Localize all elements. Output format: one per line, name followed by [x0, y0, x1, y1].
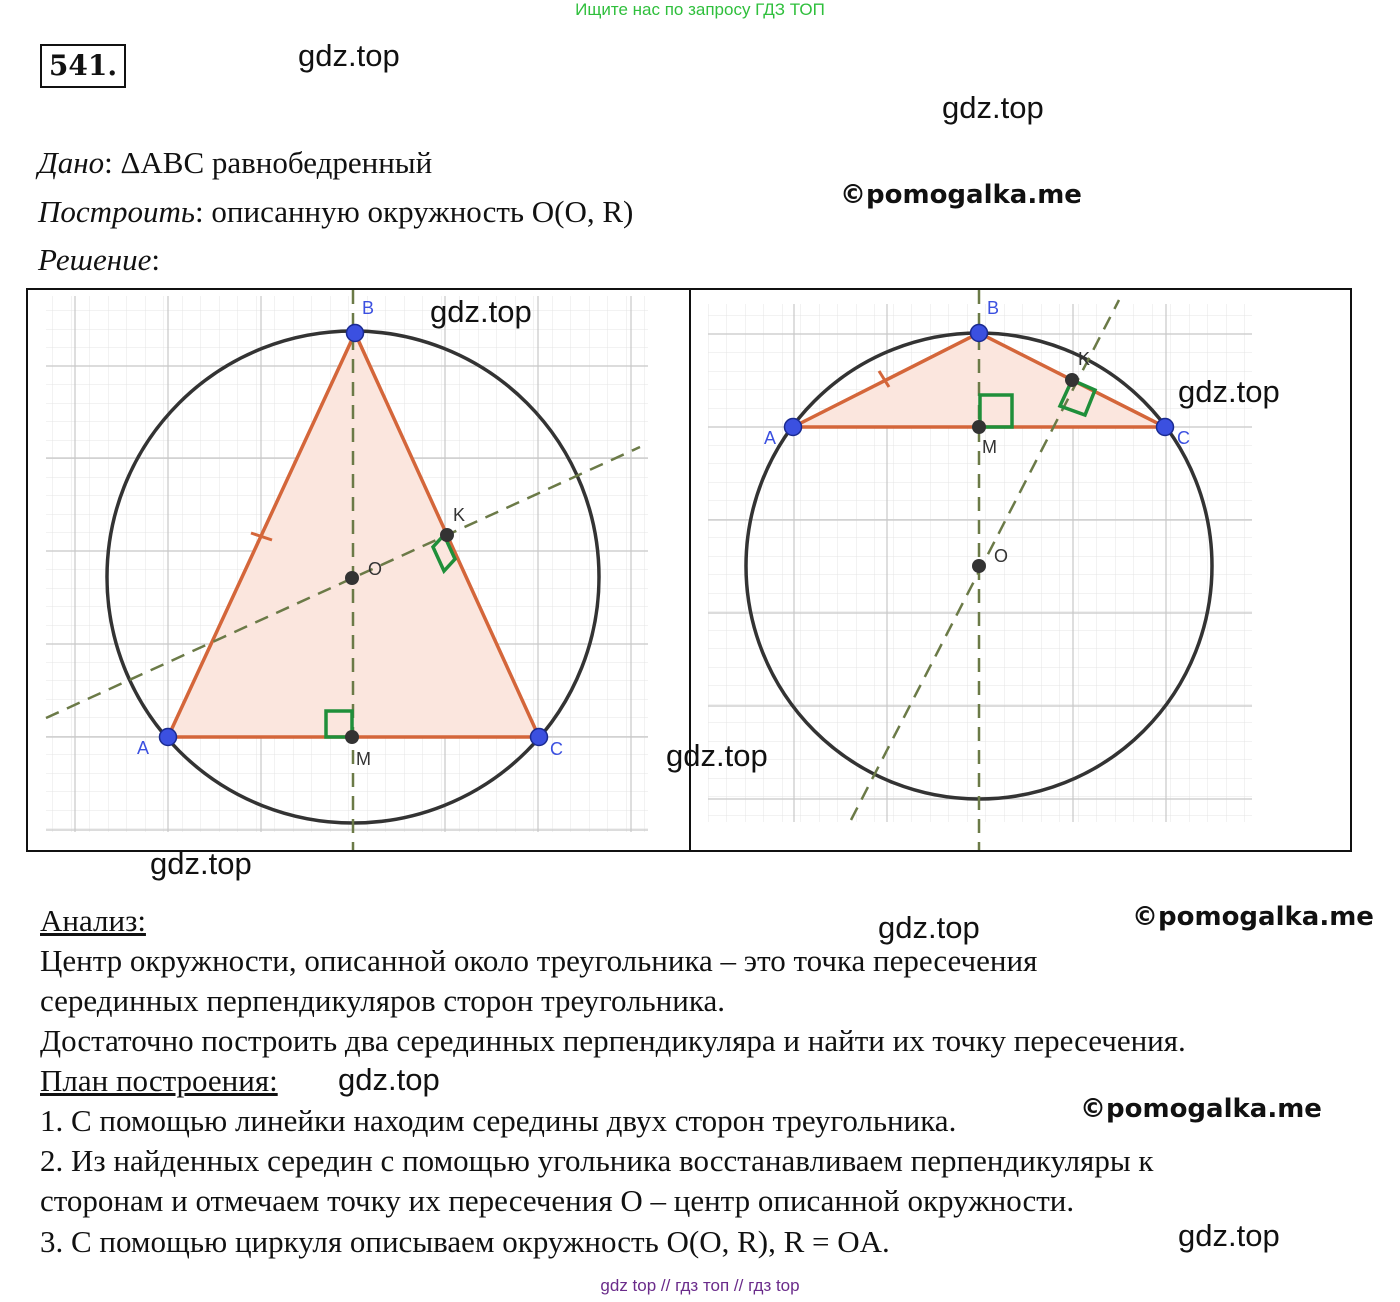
label-a: A — [137, 738, 150, 758]
watermark-gdz: gdz.top — [942, 90, 1044, 125]
plan-title: План построения: — [40, 1063, 278, 1098]
solution-line — [38, 242, 160, 278]
solution-colon: : — [151, 242, 160, 277]
label-c: C — [550, 739, 563, 759]
top-banner[interactable]: Ищите нас по запросу ГДЗ ТОП — [575, 0, 825, 19]
label-m: M — [982, 437, 997, 457]
point-o — [345, 571, 359, 585]
watermark-pomogalka: ©pomogalka.me — [1132, 902, 1374, 932]
point-m — [345, 730, 359, 744]
label-k: K — [453, 505, 466, 525]
label-b: B — [362, 298, 375, 318]
point-c — [1157, 419, 1174, 436]
label-o: O — [368, 559, 383, 579]
watermark-gdz: gdz.top — [338, 1062, 440, 1097]
watermark-pomogalka: ©pomogalka.me — [840, 180, 1082, 210]
point-k — [440, 528, 454, 542]
given-label: Дано — [38, 145, 105, 180]
bottom-banner[interactable]: gdz top // гдз топ // гдз top — [600, 1276, 800, 1295]
watermark-gdz: gdz.top — [878, 910, 980, 945]
watermark-gdz: gdz.top — [150, 846, 252, 881]
point-a — [785, 419, 802, 436]
label-m: M — [356, 749, 371, 769]
analysis-line: серединных перпендикуляров сторон треугольника. — [40, 983, 725, 1018]
solution-label: Решение — [38, 242, 152, 277]
label-o: O — [994, 546, 1009, 566]
plan-line: 1. С помощью линейки находим середины двух сторон треугольника. — [40, 1103, 957, 1138]
watermark-gdz: gdz.top — [666, 738, 768, 773]
plan-line: сторонам и отмечаем точку их пересечения O – центр описанной окружности. — [40, 1183, 1075, 1218]
construct-text: : описанную окружность O(O, R) — [195, 194, 634, 229]
watermark-gdz: gdz.top — [298, 38, 400, 73]
plan-line: 3. С помощью циркуля описываем окружность O(O, R), R = OA. — [40, 1224, 890, 1259]
analysis-title: Анализ: — [40, 903, 146, 938]
given-line — [38, 145, 432, 181]
point-b — [971, 325, 988, 342]
construct-line — [38, 194, 633, 230]
point-b — [347, 325, 364, 342]
watermark-gdz: gdz.top — [1178, 1218, 1280, 1253]
label-c: C — [1177, 428, 1190, 448]
figure-tall-triangle — [28, 290, 689, 850]
analysis-line: Достаточно построить два серединных перпендикуляра и найти их точку пересечения. — [40, 1023, 1186, 1058]
construct-label: Построить — [38, 194, 196, 229]
point-c — [531, 729, 548, 746]
label-a: A — [764, 428, 777, 448]
given-text: : ΔABC равнобедренный — [104, 145, 433, 180]
point-k — [1065, 373, 1079, 387]
analysis-line: Центр окружности, описанной около треугольника – это точка пересечения — [40, 943, 1038, 978]
plan-line: 2. Из найденных середин с помощью угольника восстанавливаем перпендикуляры к — [40, 1143, 1154, 1178]
point-m — [972, 420, 986, 434]
point-a — [160, 729, 177, 746]
label-k: K — [1078, 349, 1091, 369]
task-number: 541. — [40, 44, 126, 88]
label-b: B — [987, 298, 1000, 318]
watermark-pomogalka: ©pomogalka.me — [1080, 1094, 1322, 1124]
point-o — [972, 559, 986, 573]
watermark-gdz: gdz.top — [1178, 374, 1280, 409]
watermark-gdz: gdz.top — [430, 294, 532, 329]
